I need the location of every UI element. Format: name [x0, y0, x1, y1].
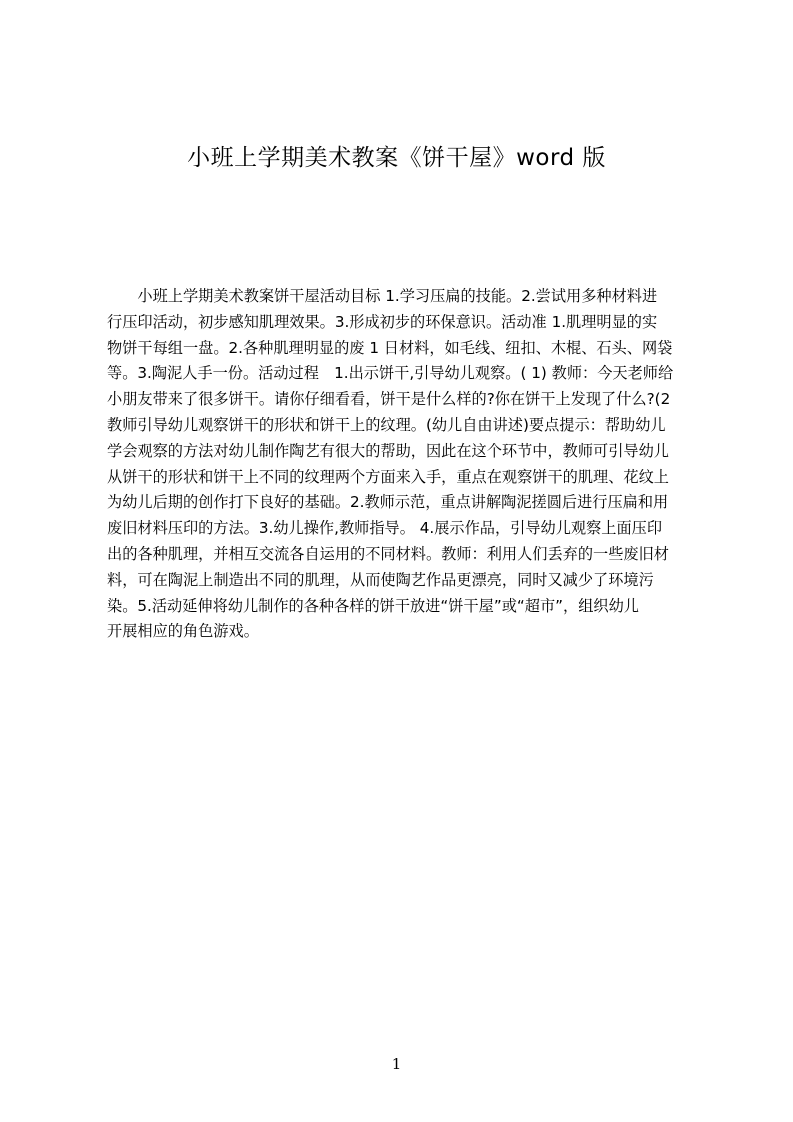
- body-line: 行压印活动，初步感知肌理效果。3.形成初步的环保意识。活动准 1.肌理明显的实: [107, 312, 658, 331]
- document-body: [107, 284, 701, 645]
- body-line: 出的各种肌理，并相互交流各自运用的不同材料。教师：利用人们丢弃的一些废旧材: [107, 544, 669, 563]
- body-line: 物饼干每组一盘。2.各种肌理明显的废 1 日材料，如毛线、纽扣、木棍、石头、网袋: [107, 338, 673, 357]
- body-line: 染。5.活动延伸将幼儿制作的各种各样的饼干放进“饼干屋”或“超市”，组织幼儿: [107, 596, 639, 615]
- body-line: 从饼干的形状和饼干上不同的纹理两个方面来入手，重点在观察饼干的肌理、花纹上: [107, 467, 669, 486]
- body-line: 开展相应的角色游戏。: [107, 622, 259, 641]
- body-line: 小班上学期美术教案饼干屋活动目标 1.学习压扁的技能。2.尝试用多种材料进: [107, 287, 658, 305]
- page-number: 1: [391, 1055, 402, 1073]
- body-line: 为幼儿后期的创作打下良好的基础。2.教师示范，重点讲解陶泥搓圆后进行压扁和用: [107, 493, 669, 512]
- body-line: 废旧材料压印的方法。3.幼儿操作,教师指导。 4.展示作品，引导幼儿观察上面压印: [107, 519, 663, 538]
- body-line: 教师引导幼儿观察饼干的形状和饼干上的纹理。(幼儿自由讲述)要点提示：帮助幼儿: [107, 415, 666, 434]
- body-line: 料，可在陶泥上制造出不同的肌理，从而使陶艺作品更漂亮，同时又减少了环境污: [107, 570, 654, 589]
- body-line: 等。3.陶泥人手一份。活动过程 1.出示饼干,引导幼儿观察。( 1) 教师：今天老师给: [107, 364, 674, 383]
- document-title: 小班上学期美术教案《饼干屋》word 版: [187, 145, 606, 171]
- body-line: 小朋友带来了很多饼干。请你仔细看看，饼干是什么样的?你在饼干上发现了什么?(2: [107, 390, 671, 409]
- body-line: 学会观察的方法对幼儿制作陶艺有很大的帮助，因此在这个环节中，教师可引导幼儿: [107, 441, 669, 460]
